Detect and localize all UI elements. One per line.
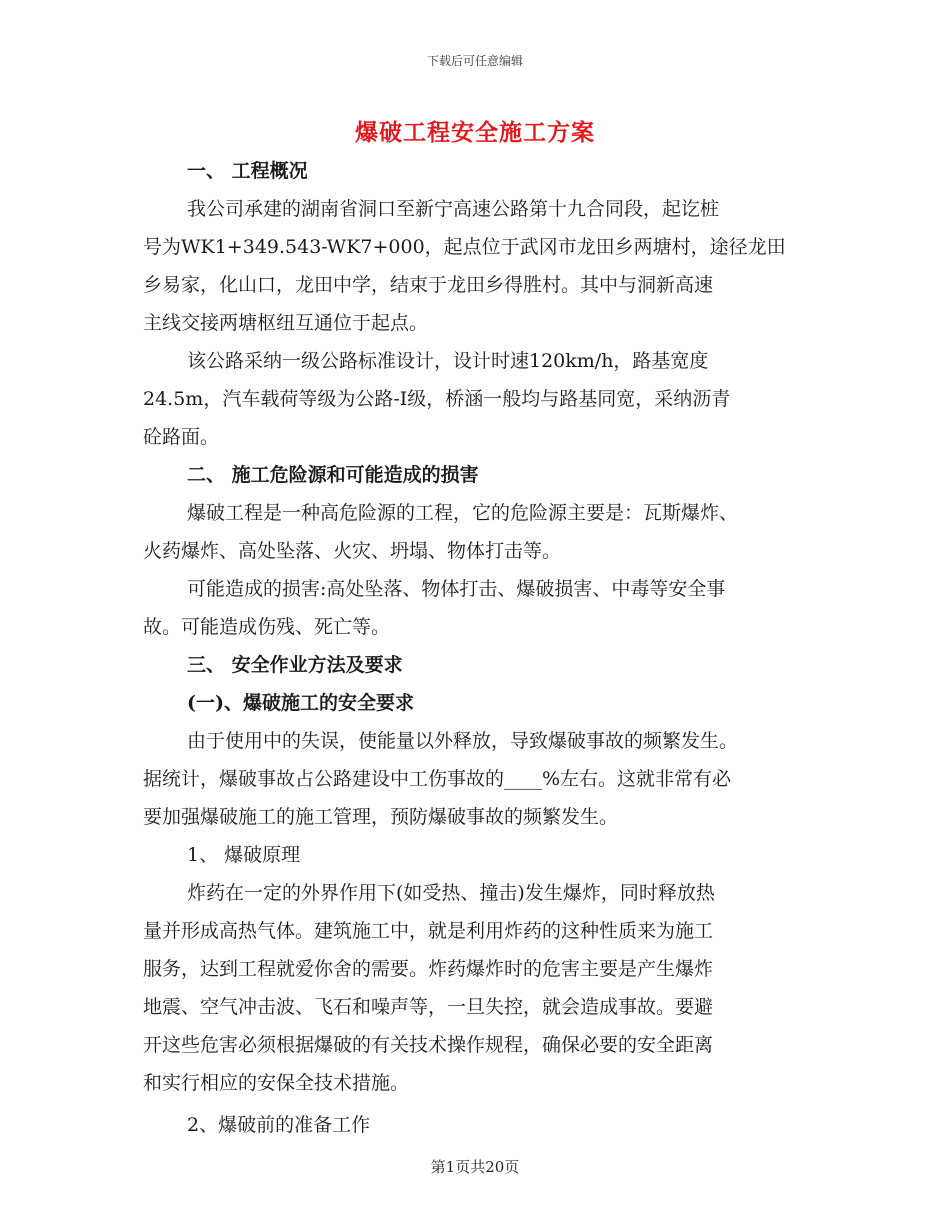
document-body (143, 152, 815, 1144)
body-line: 开这些危害必须根据爆破的有关技术操作规程，确保必要的安全距离 (143, 1034, 714, 1056)
body-line: 据统计，爆破事故占公路建设中工伤事故的____%左右。这就非常有必 (143, 768, 732, 790)
body-line: 号为WK1+349.543-WK7+000，起点位于武冈市龙田乡两塘村，途径龙田 (143, 236, 786, 258)
body-line: 和实行相应的安保全技术措施。 (143, 1072, 410, 1094)
section-heading: 三、 安全作业方法及要求 (187, 654, 403, 676)
body-line: 乡易家，化山口，龙田中学，结束于龙田乡得胜村。其中与洞新高速 (143, 274, 714, 296)
body-line: 主线交接两塘枢纽互通位于起点。 (143, 312, 429, 334)
body-line: 该公路采纳一级公路标准设计，设计时速120km/h，路基宽度 (187, 350, 709, 372)
subsection-heading: (一)、爆破施工的安全要求 (187, 692, 414, 714)
body-line: 我公司承建的湖南省洞口至新宁高速公路第十九合同段，起讫桩 (187, 198, 720, 220)
body-line: 24.5m，汽车载荷等级为公路-I级，桥涵一般均与路基同宽，采纳沥青 (143, 388, 731, 410)
body-line: 服务，达到工程就爱你舍的需要。炸药爆炸时的危害主要是产生爆炸 (143, 958, 714, 980)
section-heading: 一、 工程概况 (187, 160, 308, 182)
document-title: 爆破工程安全施工方案 (355, 119, 595, 146)
body-line: 火药爆炸、高处坠落、火灾、坍塌、物体打击等。 (143, 540, 562, 562)
body-line: 可能造成的损害:高处坠落、物体打击、爆破损害、中毒等安全事 (187, 578, 726, 600)
section-heading: 二、 施工危险源和可能造成的损害 (187, 464, 479, 486)
body-line: 故。可能造成伤残、死亡等。 (143, 616, 391, 638)
body-line: 要加强爆破施工的施工管理，预防爆破事故的频繁发生。 (143, 806, 619, 828)
body-line: 爆破工程是一种高危险源的工程，它的危险源主要是：瓦斯爆炸、 (187, 502, 739, 524)
body-line: 砼路面。 (143, 426, 220, 448)
page-header: 下载后可任意编辑 (426, 54, 523, 68)
item-heading: 1、 爆破原理 (187, 844, 301, 866)
body-line: 量并形成高热气体。建筑施工中，就是利用炸药的这种性质来为施工 (143, 920, 714, 942)
body-line: 地震、空气冲击波、飞石和噪声等，一旦失控，就会造成事故。要避 (143, 996, 714, 1018)
page-footer: 第1页共20页 (430, 1158, 520, 1176)
body-line: 由于使用中的失误，使能量以外释放，导致爆破事故的频繁发生。 (187, 730, 739, 752)
body-line: 炸药在一定的外界作用下(如受热、撞击)发生爆炸，同时释放热 (187, 882, 715, 904)
item-heading: 2、爆破前的准备工作 (187, 1114, 371, 1136)
